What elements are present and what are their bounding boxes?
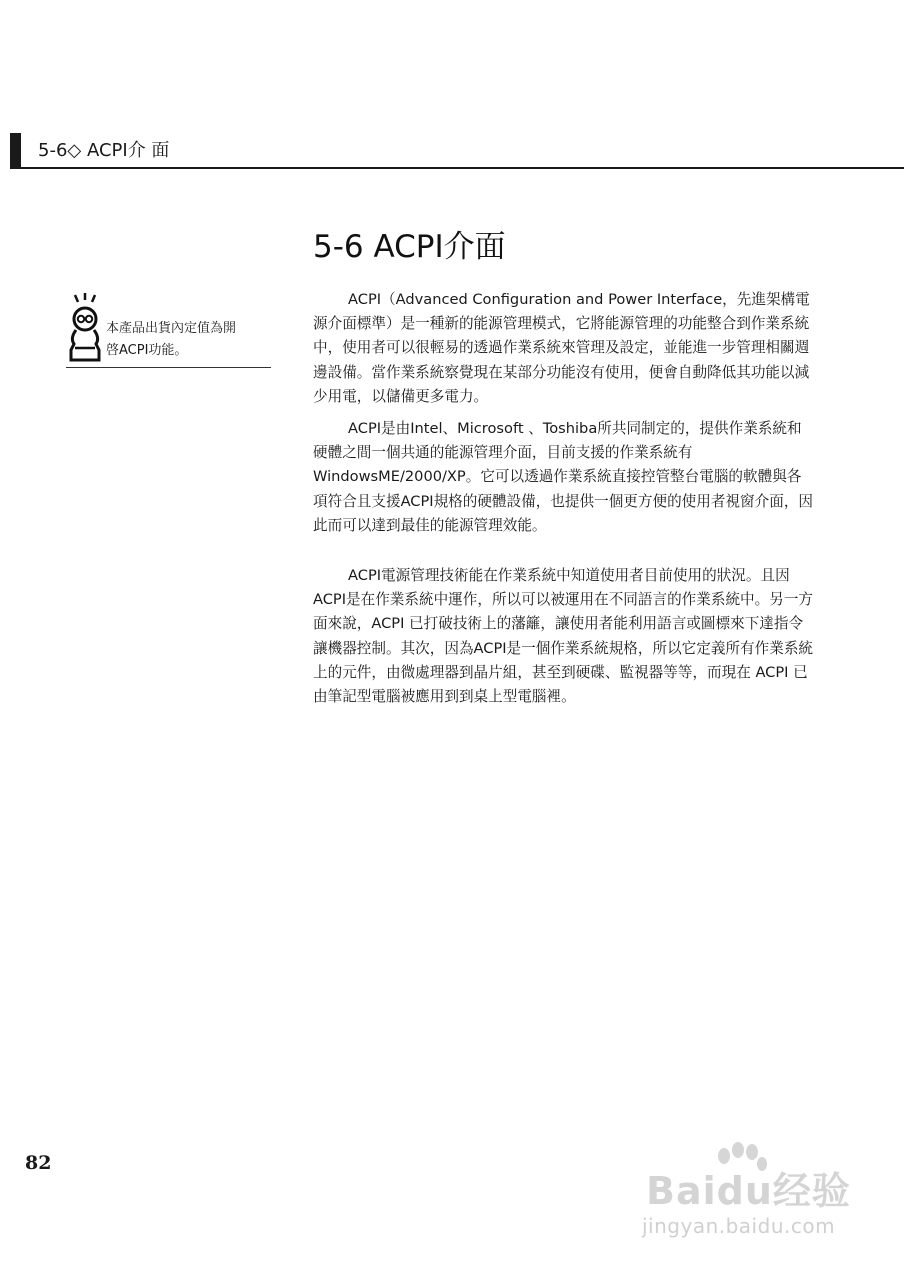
watermark-logo: Baidu经验 (646, 1169, 851, 1213)
paragraph: ACPI電源管理技術能在作業系統中知道使用者目前使用的狀況。且因ACPI是在作業系統中運作，所以可以被運用在不同語言的作業系統中。另一方面來說，ACPI 已打破技術上的藩籬，讓使用者能利用語言或圖標來下達指令讓機器控制。其次，因為ACPI是一個作業系統規格，所以它定義所有作業系統上的元件，由微處理器到晶片組，甚至到硬碟、監視器等等，而現在 ACPI 已由筆記型電腦被應用到到桌上型電腦裡。 (313, 567, 814, 706)
running-header-title: 5-6◇ ACPI介 面 (38, 140, 170, 161)
paragraph: ACPI（Advanced Configuration and Power Interface，先進架構電源介面標準）是一種新的能源管理模式，它將能源管理的功能整合到作業系統中，使用者可以很輕易的透過作業系統來管理及設定，並能進一步管理相關週邊設備。當作業系統察覺現在某部分功能沒有使用，便會自動降低其功能以減少用電，以儲備更多電力。 (313, 291, 810, 405)
page-number: 82 (25, 1152, 52, 1174)
lightbulb-tip-icon (66, 292, 104, 362)
body-text (313, 288, 815, 709)
paragraph: ACPI是由Intel、Microsoft 、Toshiba所共同制定的，提供作業系統和硬體之間一個共通的能源管理介面，目前支援的作業系統有WindowsME/2000/XP。它可以透過作業系統直接控管整台電腦的軟體與各項符合且支援ACPI規格的硬體設備，也提供一個更方便的使用者視窗介面，因此而可以達到最佳的能源管理效能。 (313, 420, 814, 534)
sidenote-rule (66, 367, 271, 368)
section-title: 5-6 ACPI介面 (313, 229, 506, 265)
header-bar (10, 133, 21, 168)
sidenote-text: 本產品出貨內定值為開 啓ACPI功能。 (106, 321, 237, 358)
header-rule (10, 167, 904, 169)
watermark-url: jingyan.baidu.com (642, 1214, 836, 1238)
watermark (636, 1142, 866, 1252)
